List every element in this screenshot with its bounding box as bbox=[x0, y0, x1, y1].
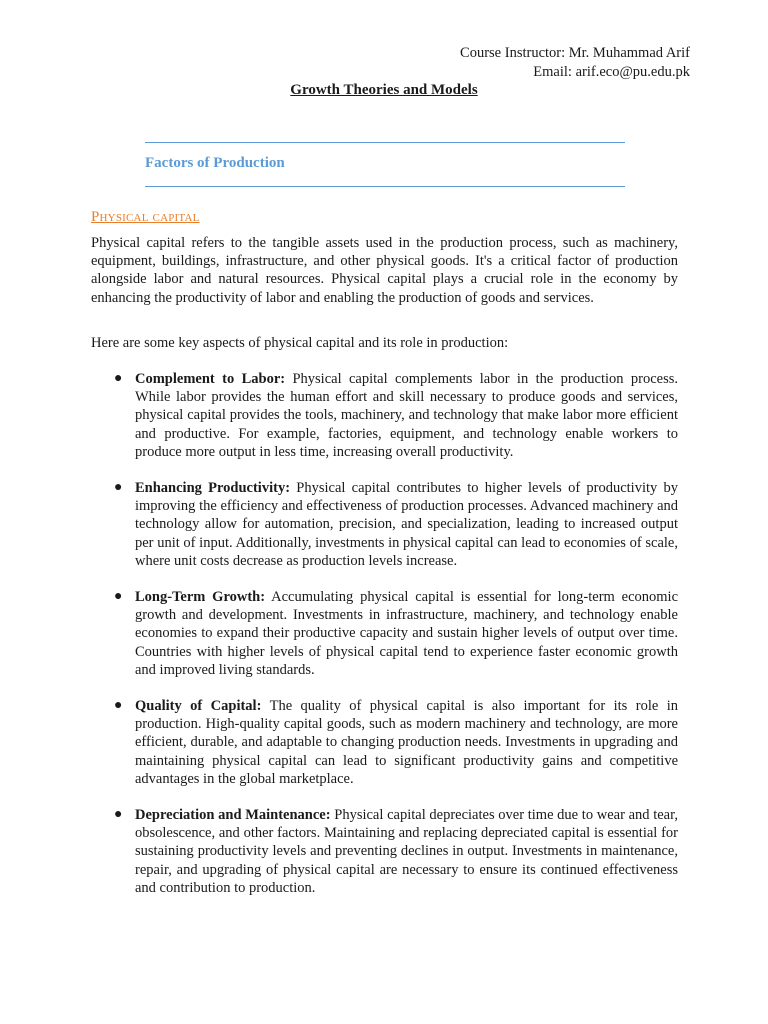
intro-paragraph: Physical capital refers to the tangible assets used in the production process, such as machinery, equipment, buildings, infrastructure, and other physical goods. It's a critical factor of production alongside labor and natural resources. Physical capital plays a crucial role in the economy by enhancing the productivity of labor and enabling the production of goods and services. bbox=[91, 235, 678, 306]
key-aspects-list bbox=[91, 370, 678, 915]
bullet-term: Long-Term Growth: bbox=[135, 589, 266, 606]
bullet-icon: ● bbox=[114, 698, 123, 714]
bullet-text: Accumulating physical capital is essential for long-term economic growth and development. Investments in infrastructure, machinery, and technology enable economies to expand their productive capacity and sustain higher levels of output over time. Countries with higher levels of physical capital tend to experience faster economic growth and improved living standards. bbox=[135, 589, 679, 678]
bullet-text: Physical capital depreciates over time due to wear and tear, obsolescence, and other factors. Maintaining and replacing depreciated capital is essential for sustaining productivity levels and preventing declines in output. Investments in maintenance, repair, and upgrading of physical capital are necessary to ensure its continued effectiveness and contribution to production. bbox=[135, 807, 678, 896]
list-item bbox=[91, 697, 678, 788]
bullet-icon: ● bbox=[114, 807, 123, 823]
email-line: Email: arif.eco@pu.edu.pk bbox=[533, 64, 690, 80]
bullet-text: Physical capital complements labor in the production process. While labor provides the human effort and skill necessary to produce goods and services, physical capital provides the tools, machinery, and technology that make labor more efficient and productive. For example, factories, equipment, and technology enable workers to produce more output in less time, increasing overall productivity. bbox=[135, 371, 678, 460]
list-item bbox=[91, 479, 678, 570]
bullet-text: Physical capital contributes to higher levels of productivity by improving the efficiency and effectiveness of production processes. Advanced machinery and technology allow for automation, precision, and specialization, leading to increased output per unit of input. Additionally, investments in physical capital can lead to economies of scale, where unit costs decrease as production levels increase. bbox=[135, 480, 679, 569]
list-item bbox=[91, 588, 678, 679]
bullet-icon: ● bbox=[114, 589, 123, 605]
lead-in-paragraph: Here are some key aspects of physical capital and its role in production: bbox=[91, 335, 509, 351]
page-header bbox=[460, 44, 690, 82]
bullet-term: Complement to Labor: bbox=[135, 371, 286, 387]
list-item bbox=[91, 370, 678, 461]
bullet-text: The quality of physical capital is also important for its role in production. High-quality capital goods, such as modern machinery and technology, are more efficient, durable, and adaptable to changing production needs. Investments in upgrading and maintaining physical capital can lead to significant productivity gains and competitive advantages in the global marketplace. bbox=[135, 698, 678, 787]
list-item bbox=[91, 806, 678, 897]
section-box bbox=[145, 142, 625, 187]
bullet-icon: ● bbox=[114, 371, 123, 386]
bullet-term: Enhancing Productivity: bbox=[135, 480, 291, 497]
bullet-term: Depreciation and Maintenance: bbox=[135, 807, 331, 824]
document-title: Growth Theories and Models bbox=[290, 82, 478, 98]
instructor-line: Course Instructor: Mr. Muhammad Arif bbox=[460, 45, 690, 61]
section-heading: Physical capital bbox=[91, 209, 200, 225]
bullet-term: Quality of Capital: bbox=[135, 698, 262, 715]
section-box-label: Factors of Production bbox=[145, 155, 285, 171]
bullet-icon: ● bbox=[114, 480, 123, 496]
